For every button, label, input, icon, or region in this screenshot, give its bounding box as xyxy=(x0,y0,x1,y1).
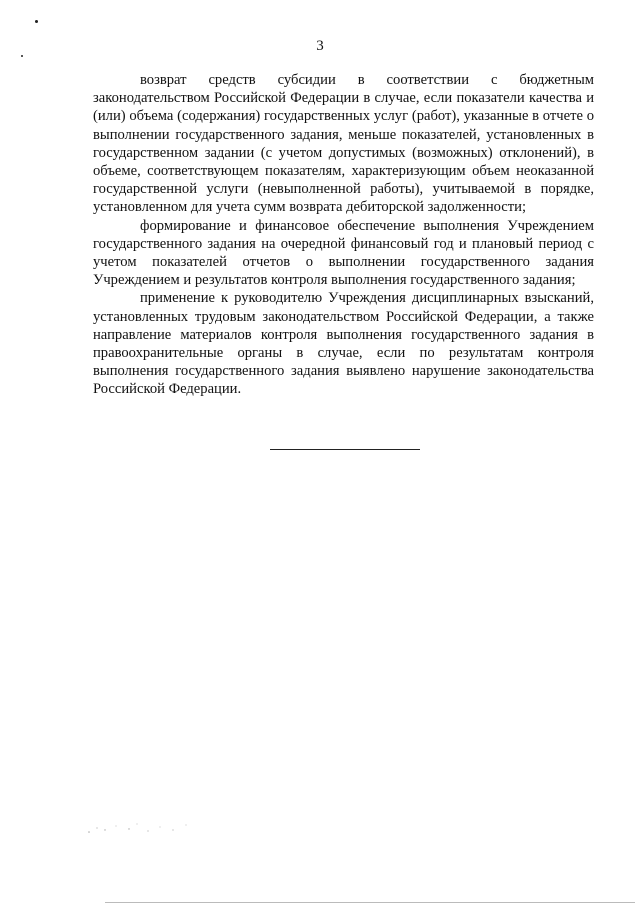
paragraph-disciplinary: применение к руководителю Учреждения дисциплинарных взысканий, установленных трудовым законодательством Российской Федерации, а также направление материалов контроля выполнения государственного задания в правоохранительные органы в случае, если по результатам контроля выполнения государственного задания выявлено нарушение законодательства Российской Федерации. xyxy=(93,290,594,398)
page-number: 3 xyxy=(316,38,324,54)
end-separator-line xyxy=(270,449,420,450)
paragraph-refund-subsidy: возврат средств субсидии в соответствии с бюджетным законодательством Российской Федерации в случае, если показатели качества и (или) объема (содержания) государственных услуг (работ), указанные в отчете о выполнении государственного задания, меньше показателей, установленных в государственном задании (с учетом допустимых (возможных) отклонений), в объеме, соответствующем показателям, характеризующим объем неоказанной государственной услуги (невыполненной работы), учитываемой в порядке, установленном для учета сумм возврата дебиторской задолженности; xyxy=(93,72,594,216)
scan-speck xyxy=(35,20,38,23)
document-body xyxy=(93,71,594,399)
paragraph-financing: формирование и финансовое обеспечение выполнения Учреждением государственного задания на очередной финансовый год и плановый период с учетом показателей отчетов о выполнении государственного задания Учреждением и результатов контроля выполнения государственного задания; xyxy=(93,217,594,289)
scan-noise xyxy=(85,818,195,836)
scan-bottom-edge xyxy=(105,902,635,903)
scan-speck xyxy=(21,55,23,57)
